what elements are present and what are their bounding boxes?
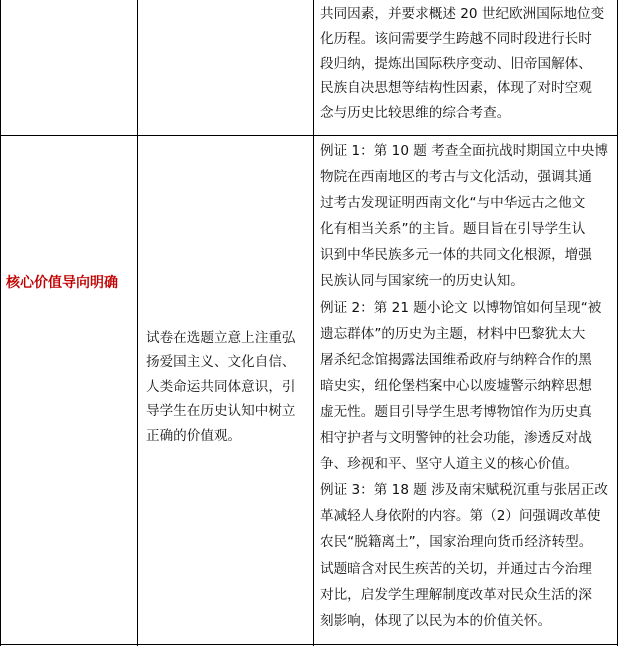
text-line: 民族自决思想等结构性因素，体现了对时空观 bbox=[320, 80, 592, 97]
text-line: 扬爱国主义、文化自信、 bbox=[146, 354, 296, 371]
text-line: 革减轻人身依附的内容。第（2）问强调改革使 bbox=[320, 508, 601, 525]
table-border-right bbox=[617, 0, 618, 646]
text-line: 过考古发现证明西南文化“与中华远古之他文 bbox=[320, 195, 586, 212]
text-line: 争、珍视和平、坚守人道主义的核心价值。 bbox=[320, 456, 579, 473]
text-line: 例证 1：第 10 题 考查全面抗战时期国立中央博 bbox=[320, 143, 608, 159]
text-line: 共同因素，并要求概述 20 世纪欧洲国际地位变 bbox=[320, 6, 605, 22]
text-line: 暗史实，纽伦堡档案中心以废墟警示纳粹思想 bbox=[320, 377, 592, 394]
table-border-left bbox=[0, 0, 1, 646]
text-line: 化历程。该问需要学生跨越不同时段进行长时 bbox=[320, 30, 592, 47]
text-line: 段归纳，提炼出国际秩序变动、旧帝国解体、 bbox=[320, 55, 592, 72]
text-line: 导学生在历史认知中树立 bbox=[146, 403, 296, 420]
top-row-text bbox=[320, 2, 604, 126]
text-line: 人类命运共同体意识，引 bbox=[146, 378, 296, 395]
text-line: 民族认同与国家统一的历史认知。 bbox=[320, 273, 524, 290]
column-divider-1 bbox=[137, 0, 138, 646]
text-line: 对比，启发学生理解制度改革对民众生活的深 bbox=[320, 586, 592, 603]
text-line: 正确的价值观。 bbox=[146, 427, 242, 444]
row-examples bbox=[320, 138, 608, 634]
text-line: 相守护者与文明警钟的社会功能，渗透反对战 bbox=[320, 430, 592, 447]
text-line: 例证 2：第 21 题小论文 以博物馆如何呈现“被 bbox=[320, 299, 602, 316]
text-line: 例证 3：第 18 题 涉及南宋赋税沉重与张居正改 bbox=[320, 482, 608, 499]
row-divider bbox=[0, 135, 618, 136]
table-border-bottom bbox=[0, 644, 618, 645]
text-line: 试题暗含对民生疾苦的关切，并通过古今治理 bbox=[320, 560, 592, 577]
row-title: 核心价值导向明确 bbox=[6, 275, 118, 291]
column-divider-2 bbox=[313, 0, 314, 646]
text-line: 念与历史比较思维的综合考查。 bbox=[320, 105, 511, 122]
text-line: 虚无性。题目引导学生思考博物馆作为历史真 bbox=[320, 403, 592, 420]
text-line: 物院在西南地区的考古与文化活动，强调其通 bbox=[320, 169, 592, 186]
text-line: 遗忘群体”的历史为主题，材料中巴黎犹太大 bbox=[320, 325, 586, 342]
row-description bbox=[146, 326, 296, 448]
text-line: 屠杀纪念馆揭露法国维希政府与纳粹合作的黑 bbox=[320, 351, 592, 368]
text-line: 试卷在选题立意上注重弘 bbox=[146, 330, 296, 346]
text-line: 识到中华民族多元一体的共同文化根源，增强 bbox=[320, 247, 592, 264]
text-line: 化有相当关系”的主旨。题目旨在引导学生认 bbox=[320, 221, 586, 238]
text-line: 刻影响，体现了以民为本的价值关怀。 bbox=[320, 612, 552, 629]
text-line: 农民“脱籍离土”，国家治理向货币经济转型。 bbox=[320, 534, 593, 551]
